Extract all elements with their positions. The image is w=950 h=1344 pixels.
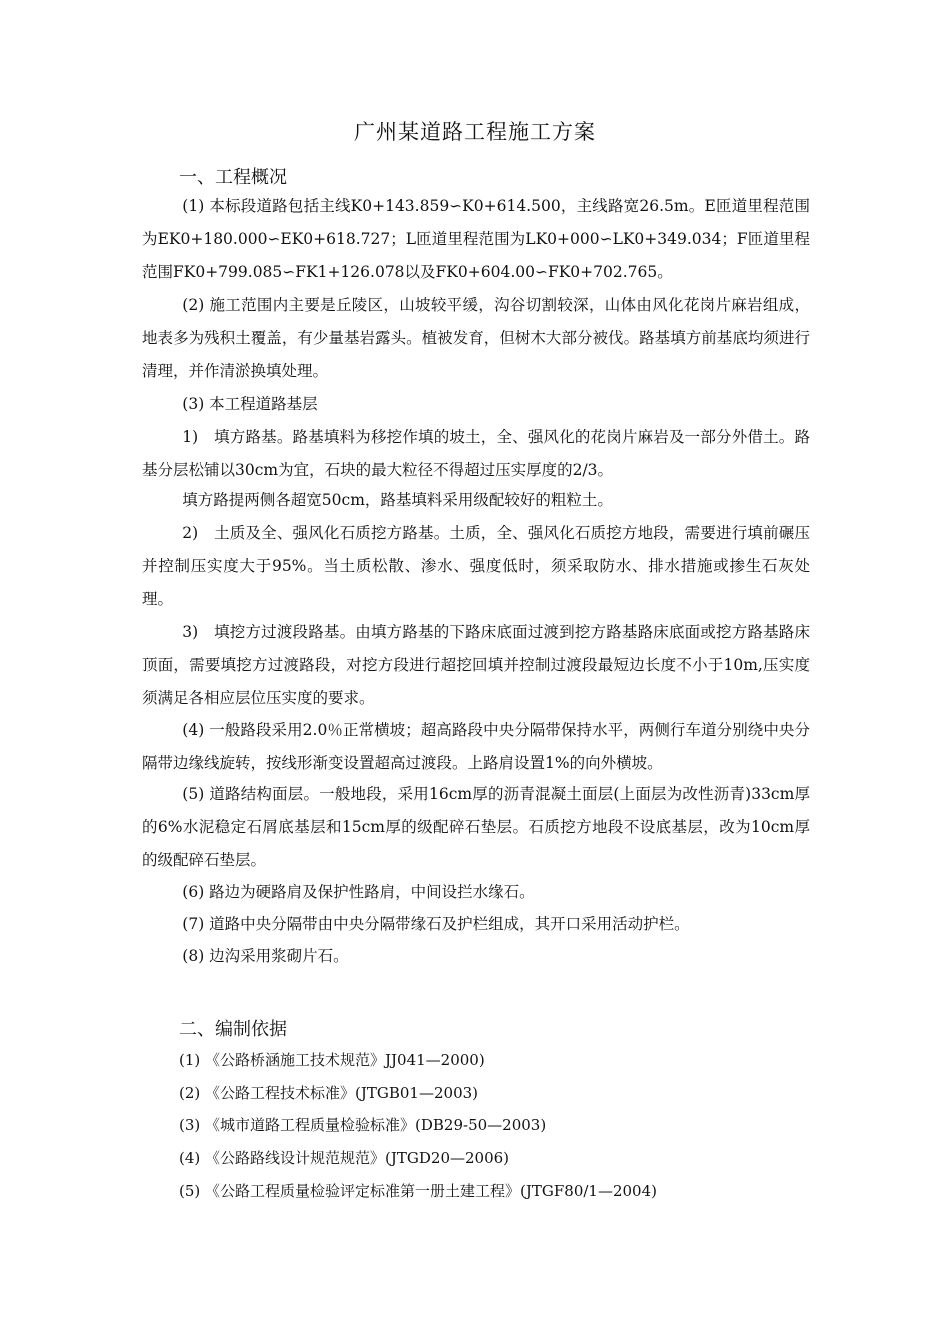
paragraph-10: (6) 路边为硬路肩及保护性路肩，中间设拦水缘石。: [182, 883, 535, 901]
section-heading-basis: 二、编制依据: [179, 1019, 287, 1040]
reference-item-5: (5) 《公路工程质量检验评定标准第一册土建工程》(JTGF80/1—2004): [179, 1182, 657, 1200]
paragraph-2: (2) 施工范围内主要是丘陵区，山坡较平缓，沟谷切割较深，山体由风化花岗片麻岩组成，地表多为残积土覆盖，有少量基岩露头。植被发育，但树木大部分被伐。路基填方前基底均须进行清理，并作清淤换填处理。: [142, 296, 810, 380]
section-heading-overview: 一、工程概况: [179, 167, 287, 188]
paragraph-12: (8) 边沟采用浆砌片石。: [182, 947, 349, 965]
document-title: 广州某道路工程施工方案: [354, 120, 596, 144]
reference-item-3: (3) 《城市道路工程质量检验标准》(DB29-50—2003): [179, 1116, 547, 1134]
paragraph-4: 1) 填方路基。路基填料为移挖作填的坡土，全、强风化的花岗片麻岩及一部分外借土。路基分层松铺以30cm为宜，石块的最大粒径不得超过压实厚度的2/3。: [142, 428, 810, 479]
paragraph-5: 填方路提两侧各超宽50cm，路基填料采用级配较好的粗粒土。: [182, 491, 613, 509]
reference-item-4: (4) 《公路路线设计规范规范》(JTGD20—2006): [179, 1149, 510, 1167]
reference-item-1: (1) 《公路桥涵施工技术规范》JJ041—2000): [179, 1051, 485, 1069]
paragraph-8: (4) 一般路段采用2.0％正常横坡；超高路段中央分隔带保持水平，两侧行车道分别绕中央分隔带边缘线旋转，按线形渐变设置超高过渡段。上路肩设置1%的向外横坡。: [142, 721, 810, 772]
paragraph-6: 2) 土质及全、强风化石质挖方路基。土质，全、强风化石质挖方地段，需要进行填前碾压并控制压实度大于95%。当土质松散、渗水、强度低时，须采取防水、排水措施或掺生石灰处理。: [142, 524, 810, 608]
paragraph-7: 3) 填挖方过渡段路基。由填方路基的下路床底面过渡到挖方路基路床底面或挖方路基路床顶面，需要填挖方过渡路段，对挖方段进行超挖回填并控制过渡段最短边长度不小于10m,压实度须满足各相应层位压实度的要求。: [142, 623, 810, 707]
reference-item-2: (2) 《公路工程技术标准》(JTGB01—2003): [179, 1084, 479, 1102]
paragraph-3: (3) 本工程道路基层: [182, 395, 318, 413]
paragraph-11: (7) 道路中央分隔带由中央分隔带缘石及护栏组成，其开口采用活动护栏。: [182, 915, 690, 933]
paragraph-9: (5) 道路结构面层。一般地段，采用16cm厚的沥青混凝土面层(上面层为改性沥青)33cm厚的6%水泥稳定石屑底基层和15cm厚的级配碎石垫层。石质挖方地段不设底基层，改为10cm厚的级配碎石垫层。: [142, 785, 810, 869]
paragraph-1: (1) 本标段道路包括主线K0+143.859∽K0+614.500，主线路宽26.5m。E匝道里程范围为EK0+180.000∽EK0+618.727；L匝道里程范围为LK0+000∽LK0+349.034；F匝道里程范围FK0+799.085∽FK1+126.078以及FK0+604.00∽FK0+702.765。: [142, 197, 810, 281]
